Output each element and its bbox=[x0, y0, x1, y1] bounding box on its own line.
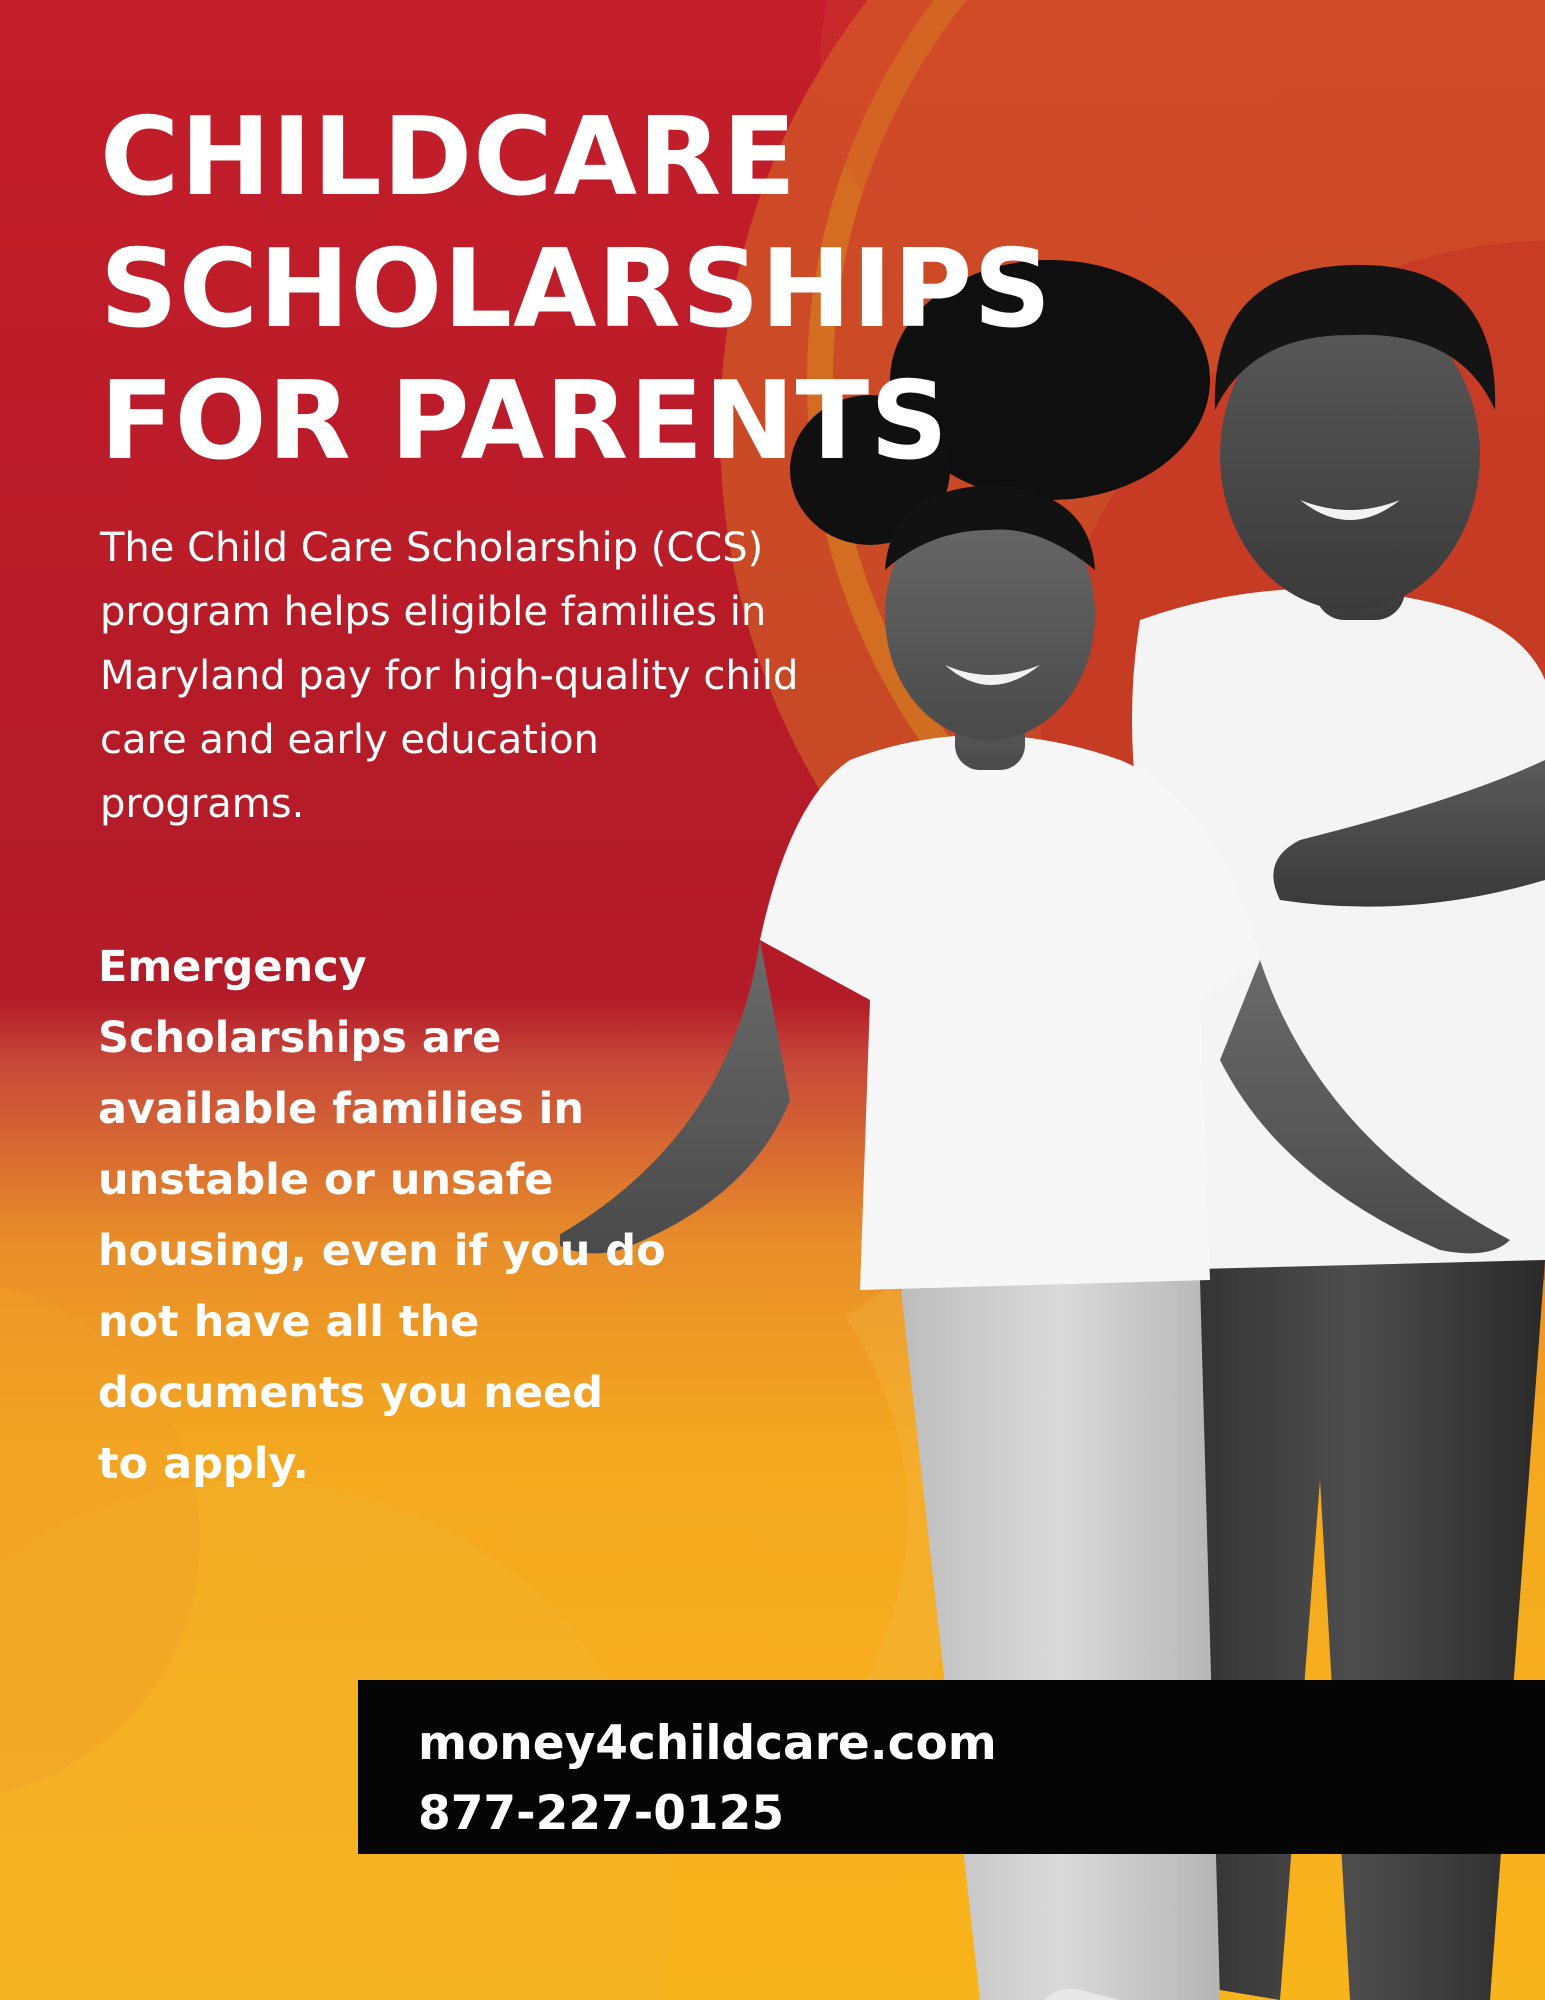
emergency-line: unstable or unsafe bbox=[98, 1155, 554, 1205]
intro-line: The Child Care Scholarship (CCS) bbox=[100, 525, 764, 571]
emergency-line: Emergency bbox=[98, 942, 367, 992]
headline-line: CHILDCARE bbox=[100, 95, 798, 220]
headline-line: FOR PARENTS bbox=[100, 359, 949, 484]
emergency-line: not have all the bbox=[98, 1297, 480, 1347]
website-link[interactable]: money4childcare.com bbox=[418, 1716, 997, 1771]
emergency-line: documents you need bbox=[98, 1368, 603, 1418]
emergency-line: housing, even if you do bbox=[98, 1226, 666, 1276]
phone-number[interactable]: 877-227-0125 bbox=[418, 1786, 785, 1841]
emergency-line: Scholarships are bbox=[98, 1013, 502, 1063]
emergency-line: to apply. bbox=[98, 1439, 309, 1489]
intro-line: Maryland pay for high-quality child bbox=[100, 653, 799, 699]
intro-paragraph bbox=[100, 516, 920, 836]
headline-line: SCHOLARSHIPS bbox=[100, 227, 1053, 352]
headline bbox=[100, 92, 1080, 488]
intro-line: programs. bbox=[100, 781, 305, 827]
intro-line: care and early education bbox=[100, 717, 599, 763]
emergency-paragraph bbox=[98, 932, 718, 1500]
intro-line: program helps eligible families in bbox=[100, 589, 767, 635]
emergency-line: available families in bbox=[98, 1084, 585, 1134]
contact-box bbox=[358, 1680, 1545, 1854]
